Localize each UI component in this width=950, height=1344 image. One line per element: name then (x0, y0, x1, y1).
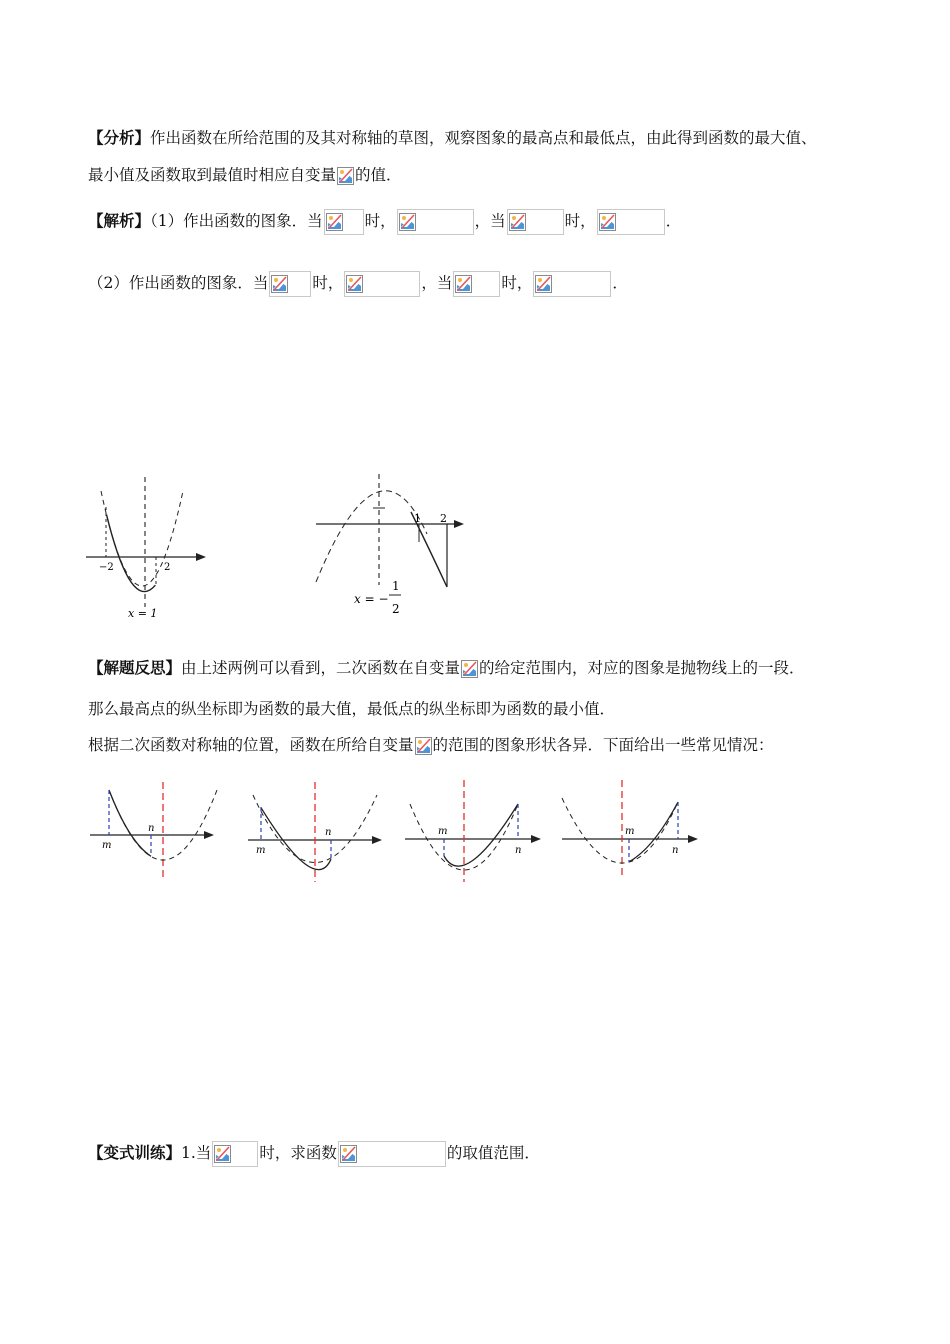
exercise-line (88, 1141, 540, 1167)
broken-image-icon (271, 275, 288, 293)
formula-image (533, 271, 611, 297)
graph-1-parabola (80, 475, 215, 625)
tick-label-2: 2 (440, 512, 447, 525)
axis-label-numerator: 1 (392, 579, 400, 593)
parabola-dashed (316, 491, 427, 582)
broken-image-icon (337, 167, 354, 185)
broken-image-icon (455, 275, 472, 293)
case-graph-2 (246, 780, 386, 885)
solution-text-2c: ，当 (421, 274, 453, 292)
formula-image (453, 271, 500, 297)
broken-image-icon (399, 213, 416, 231)
solution-text-1a: （1）作出函数的图象．当 (150, 212, 323, 230)
solution-text-2e: ． (612, 274, 628, 292)
solution-text-1c: ，当 (474, 212, 506, 230)
analysis-line-2 (88, 163, 402, 187)
solution-text-2a: （2）作出函数的图象．当 (88, 274, 269, 292)
reflection-line-2 (88, 697, 615, 721)
exercise-text-b: 时，求函数 (259, 1144, 337, 1162)
parabola-segment (109, 790, 151, 856)
label-n: n (325, 827, 332, 838)
reflection-text-3a: 根据二次函数对称轴的位置，函数在所给自变量 (88, 736, 414, 754)
case-graph-4 (560, 778, 705, 888)
solution-line-2 (88, 271, 628, 297)
reflection-line-3 (88, 733, 774, 757)
analysis-tag: 【分析】 (88, 128, 151, 147)
solution-line-1 (88, 209, 681, 235)
formula-image (397, 209, 474, 235)
axis-label-denominator: 2 (392, 602, 400, 616)
solution-tag: 【解析】 (88, 211, 151, 230)
broken-image-icon (214, 1145, 231, 1163)
label-m: m (102, 840, 112, 851)
tick-label-1: 1 (414, 512, 421, 525)
reflection-text-3b: 的范围的图象形状各异．下面给出一些常见情况： (432, 736, 774, 754)
label-n: n (672, 845, 679, 856)
analysis-text-2b: 的值． (355, 166, 402, 184)
formula-image (344, 271, 420, 297)
x-axis-arrow (196, 553, 206, 561)
formula-image (507, 209, 564, 235)
graph-2-parabola (300, 470, 475, 625)
reflection-text-1a: 由上述两例可以看到，二次函数在自变量 (181, 659, 461, 677)
case-graph-1 (88, 780, 218, 885)
axis-label: x = − (354, 592, 389, 606)
solution-text-1e: ． (665, 212, 682, 230)
reflection-tag: 【解题反思】 (88, 658, 182, 677)
analysis-text-1: 作出函数在所给范围的及其对称轴的草图，观察图象的最高点和最低点，由此得到函数的最大值、 (150, 129, 817, 147)
analysis-text-2a: 最小值及函数取到最值时相应自变量 (88, 166, 337, 184)
tick-label-right: 2 (164, 562, 171, 573)
broken-image-icon (535, 275, 552, 293)
parabola-segment (444, 804, 518, 866)
axis-label: x = 1 (128, 607, 158, 620)
solution-text-2b: 时， (312, 274, 344, 292)
solution-text-2d: 时， (501, 274, 533, 292)
broken-image-icon (340, 1145, 357, 1163)
formula-image (212, 1141, 258, 1167)
broken-image-icon (415, 737, 432, 755)
reflection-text-2: 那么最高点的纵坐标即为函数的最大值，最低点的纵坐标即为函数的最小值． (88, 700, 616, 718)
reflection-line-1 (88, 656, 805, 680)
exercise-text-a: 1.当 (181, 1144, 212, 1162)
broken-image-icon (599, 213, 616, 231)
analysis-line-1 (88, 126, 817, 150)
exercise-text-c: 的取值范围． (446, 1144, 540, 1162)
x-axis-arrow (454, 520, 464, 528)
broken-image-icon (509, 213, 526, 231)
tick-label-left: −2 (99, 562, 114, 573)
exercise-tag: 【变式训练】 (88, 1143, 182, 1162)
parabola-segment (107, 515, 156, 592)
solution-text-1d: 时， (564, 212, 596, 230)
label-n: n (515, 845, 522, 856)
broken-image-icon (326, 213, 343, 231)
broken-image-icon (461, 660, 478, 678)
broken-image-icon (346, 275, 363, 293)
parabola-segment (629, 802, 678, 862)
parabola-segment (261, 808, 331, 870)
label-m: m (438, 826, 448, 837)
formula-image (324, 209, 364, 235)
label-m: m (256, 845, 266, 856)
case-graph-3 (403, 778, 543, 888)
formula-image (597, 209, 665, 235)
label-n: n (148, 823, 155, 834)
formula-image (269, 271, 311, 297)
formula-image (338, 1141, 446, 1167)
label-m: m (625, 826, 635, 837)
reflection-text-1b: 的给定范围内，对应的图象是抛物线上的一段． (479, 659, 805, 677)
solution-text-1b: 时， (364, 212, 396, 230)
